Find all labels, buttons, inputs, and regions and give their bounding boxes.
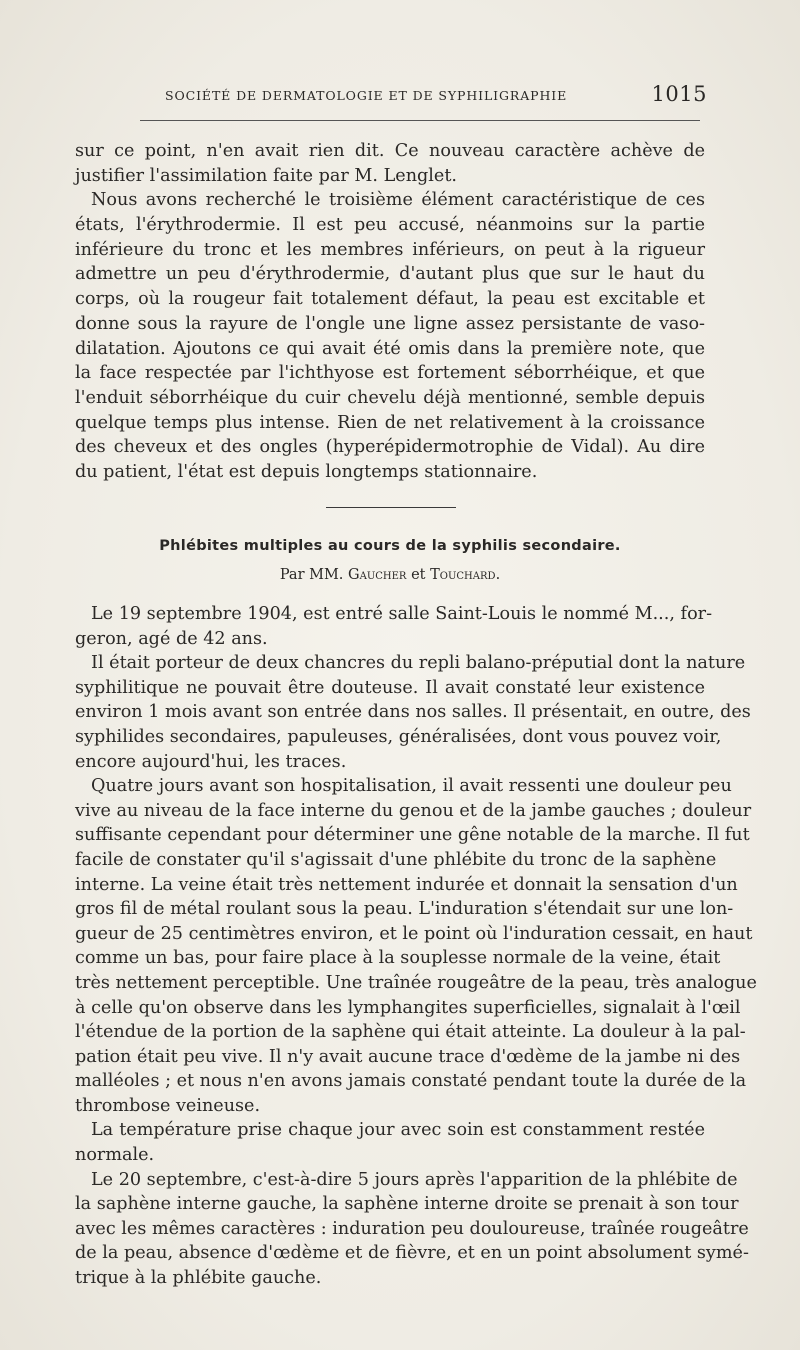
text-line: comme un bas, pour faire place à la souplesse normale de la veine, était	[75, 948, 721, 969]
text-line: interne. La veine était très nettement indurée et donnait la sensation d'un	[75, 874, 738, 895]
article-title: Phlébites multiples au cours de la syphilis secondaire.	[159, 538, 621, 554]
byline-suffix: .	[495, 567, 501, 583]
section-separator	[326, 507, 456, 508]
text-line: des cheveux et des ongles (hyperépidermotrophie de Vidal). Au dire	[75, 437, 705, 458]
author-name: Gaucher	[348, 567, 407, 583]
byline-joiner: et	[406, 567, 431, 583]
text-line: états, l'érythrodermie. Il est peu accusé, néanmoins sur la partie	[75, 215, 705, 236]
article-body	[75, 602, 757, 1291]
text-line: trique à la phlébite gauche.	[75, 1268, 322, 1289]
text-line: malléoles ; et nous n'en avons jamais constaté pendant toute la durée de la	[75, 1071, 747, 1092]
page-number: 1015	[651, 82, 707, 106]
text-line: La température prise chaque jour avec soin est constamment restée	[91, 1120, 705, 1141]
text-line: geron, agé de 42 ans.	[75, 628, 268, 649]
text-line: l'étendue de la portion de la saphène qui était atteinte. La douleur à la pal-	[75, 1022, 746, 1043]
text-line: Quatre jours avant son hospitalisation, il avait ressenti une douleur peu	[91, 776, 732, 797]
text-line: donne sous la rayure de l'ongle une ligne assez persistante de vaso-	[75, 313, 705, 334]
text-line: gros fil de métal roulant sous la peau. L'induration s'étendait sur une lon-	[75, 899, 734, 920]
text-line: corps, où la rougeur fait totalement défaut, la peau est excitable et	[75, 289, 705, 310]
header-rule	[140, 120, 700, 121]
text-line: normale.	[75, 1145, 155, 1166]
byline-prefix: Par MM.	[279, 567, 349, 583]
text-line: très nettement perceptible. Une traînée rougeâtre de la peau, très analogue	[75, 972, 757, 993]
text-line: avec les mêmes caractères : induration peu douloureuse, traînée rougeâtre	[75, 1218, 749, 1239]
header-title: SOCIÉTÉ DE DERMATOLOGIE ET DE SYPHILIGRAPHIE	[165, 88, 568, 103]
text-line: sur ce point, n'en avait rien dit. Ce nouveau caractère achève de	[75, 141, 705, 161]
text-line: admettre un peu d'érythrodermie, d'autant plus que sur le haut du	[75, 264, 705, 285]
text-line: la saphène interne gauche, la saphène interne droite se prenait à son tour	[75, 1194, 739, 1215]
text-line: Il était porteur de deux chancres du repli balano-préputial dont la nature	[91, 653, 746, 674]
text-line: justifier l'assimilation faite par M. Lenglet.	[75, 165, 457, 186]
text-line: de la peau, absence d'œdème et de fièvre, et en un point absolument symé-	[75, 1243, 749, 1264]
text-line: Nous avons recherché le troisième élément caractéristique de ces	[91, 190, 705, 211]
text-line: gueur de 25 centimètres environ, et le point où l'induration cessait, en haut	[75, 923, 753, 944]
author-name: Touchard	[430, 567, 496, 583]
text-line: la face respectée par l'ichthyose est fortement séborrhéique, et que	[75, 363, 705, 384]
running-header	[75, 84, 707, 108]
text-line: du patient, l'état est depuis longtemps stationnaire.	[75, 461, 538, 482]
text-line: dilatation. Ajoutons ce qui avait été omis dans la première note, que	[75, 338, 705, 359]
text-line: à celle qu'on observe dans les lymphangites superficielles, signalait à l'œil	[75, 997, 741, 1018]
byline	[0, 567, 780, 583]
text-line: pation était peu vive. Il n'y avait aucune trace d'œdème de la jambe ni des	[75, 1046, 741, 1067]
text-line: syphilitique ne pouvait être douteuse. Il avait constaté leur existence	[75, 677, 705, 698]
text-line: encore aujourd'hui, les traces.	[75, 751, 347, 772]
text-line: suffisante cependant pour déterminer une gêne notable de la marche. Il fut	[75, 825, 750, 846]
text-line: facile de constater qu'il s'agissait d'une phlébite du tronc de la saphène	[75, 849, 717, 870]
text-line: inférieure du tronc et les membres inférieurs, on peut à la rigueur	[75, 239, 705, 260]
text-line: Le 20 septembre, c'est-à-dire 5 jours après l'apparition de la phlébite de	[91, 1169, 738, 1190]
text-line: l'enduit séborrhéique du cuir chevelu déjà mentionné, semble depuis	[75, 387, 705, 408]
text-line: thrombose veineuse.	[75, 1095, 261, 1116]
text-line: environ 1 mois avant son entrée dans nos salles. Il présentait, en outre, des	[75, 702, 751, 723]
text-line: Le 19 septembre 1904, est entré salle Saint-Louis le nommé M..., for-	[91, 604, 713, 624]
text-line: vive au niveau de la face interne du genou et de la jambe gauches ; douleur	[75, 800, 752, 821]
text-line: quelque temps plus intense. Rien de net relativement à la croissance	[75, 412, 705, 433]
text-line: syphilides secondaires, papuleuses, généralisées, dont vous pouvez voir,	[75, 726, 722, 747]
previous-article-text	[75, 139, 705, 485]
